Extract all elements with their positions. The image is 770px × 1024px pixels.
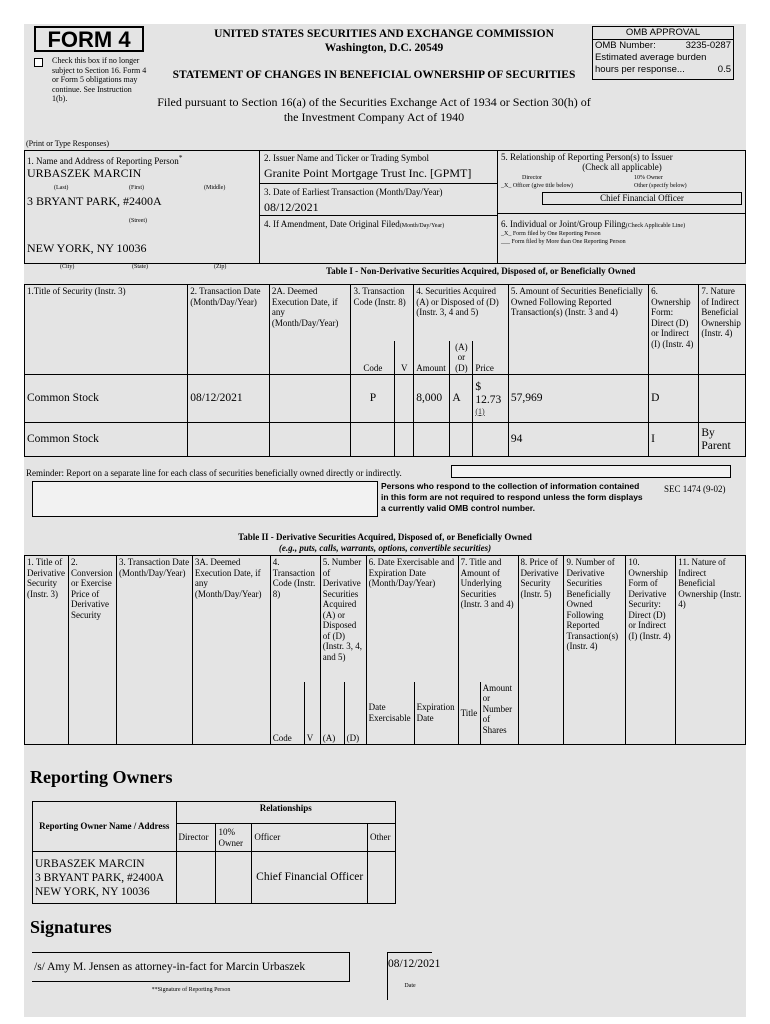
t1-header-deemed: 2A. Deemed Execution Date, if any (Month/Day/Year) xyxy=(269,285,351,375)
director-option: Director xyxy=(522,175,542,181)
label-state: (State) xyxy=(132,264,148,270)
row-1-form: D xyxy=(649,375,699,423)
row-2-amount xyxy=(414,423,450,457)
signature-date: 08/12/2021 xyxy=(388,952,432,982)
t2-header-underlying: 7. Title and Amount of Underlying Securities (Instr. 3 and 4) xyxy=(458,556,518,682)
omb-hours-label: hours per response... xyxy=(595,64,685,75)
box-3-label: 3. Date of Earliest Transaction (Month/Day/Year) xyxy=(264,187,443,197)
col-director: Director xyxy=(176,824,216,852)
t1-sub-amount: Amount xyxy=(414,341,450,375)
city-address: NEW YORK, NY 10036 xyxy=(27,241,147,255)
earliest-transaction-date: 08/12/2021 xyxy=(264,200,319,214)
owner-name: URBASZEK MARCIN xyxy=(35,857,145,870)
label-last: (Last) xyxy=(54,185,69,191)
owner-city: NEW YORK, NY 10036 xyxy=(35,885,150,898)
reporting-owners-heading: Reporting Owners xyxy=(30,767,173,787)
box-2 xyxy=(260,150,498,184)
officer-option: _X_ Officer (give title below) xyxy=(501,183,573,189)
t2-sub-expiration: Expiration Date xyxy=(414,682,458,745)
owner-street: 3 BRYANT PARK, #2400A xyxy=(35,871,165,884)
t1-header-title: 1.Title of Security (Instr. 3) xyxy=(25,285,188,375)
omb-hours: 0.5 xyxy=(717,64,731,75)
sec-title: UNITED STATES SECURITIES AND EXCHANGE COMMISSION xyxy=(214,28,554,40)
row-2-nature: By Parent xyxy=(699,423,746,457)
statement-title: STATEMENT OF CHANGES IN BENEFICIAL OWNERSHIP OF SECURITIES xyxy=(172,69,576,81)
t2-header-number: 5. Number of Derivative Securities Acquired (A) or Disposed of (D) (Instr. 3, 4, and 5) xyxy=(320,556,366,682)
signature-label: **Signature of Reporting Person xyxy=(151,987,231,993)
row-1-price xyxy=(473,375,509,423)
row-1-price-symbol: $ xyxy=(475,380,482,393)
filed-line-2: the Investment Company Act of 1940 xyxy=(283,110,465,124)
t1-sub-code: Code xyxy=(351,341,395,375)
other-option: Other (specify below) xyxy=(634,183,687,189)
form-title: FORM 4 xyxy=(34,26,144,52)
t2-sub-title: Title xyxy=(458,682,480,745)
row-2-date xyxy=(188,423,270,457)
t1-sub-aord: (A) or (D) xyxy=(450,341,473,375)
t2-header-nature: 11. Nature of Indirect Beneficial Ownership (Instr. 4) xyxy=(676,556,746,745)
owner-director xyxy=(176,852,216,904)
row-2-title: Common Stock xyxy=(25,423,188,457)
t1-sub-v: V xyxy=(395,341,414,375)
box-5-label: 5. Relationship of Reporting Person(s) to Issuer xyxy=(501,152,673,162)
t1-header-date: 2. Transaction Date (Month/Day/Year) xyxy=(188,285,270,375)
row-2-code xyxy=(351,423,395,457)
t2-header-conversion: 2. Conversion or Exercise Price of Derivative Security xyxy=(68,556,116,745)
box-6-label: 6. Individual or Joint/Group Filing(Check Applicable Line) xyxy=(501,219,686,229)
reminder-text: Reminder: Report on a separate line for each class of securities beneficially owned directly or indirectly. xyxy=(26,468,402,478)
owner-ten-percent xyxy=(216,852,252,904)
t2-header-owned: 9. Number of Derivative Securities Beneficially Owned Following Reported Transaction(s) (Instr. 4) xyxy=(564,556,626,745)
ten-percent-option: 10% Owner xyxy=(634,175,663,181)
row-2-deemed xyxy=(269,423,351,457)
col-owner-name: Reporting Owner Name / Address xyxy=(33,802,177,852)
row-1-code: P xyxy=(351,375,395,423)
omb-approval-box xyxy=(592,26,734,80)
row-1-deemed xyxy=(269,375,351,423)
issuer-name: Granite Point Mortgage Trust Inc. [GPMT] xyxy=(264,166,472,180)
label-city: (City) xyxy=(60,264,75,270)
signature-spacer xyxy=(350,952,388,1000)
omb-burden-label: Estimated average burden xyxy=(595,52,707,63)
signature-block xyxy=(32,952,441,1000)
owner-name-address xyxy=(33,852,177,904)
row-1-price-value: 12.73 xyxy=(475,393,502,406)
table-row xyxy=(25,423,746,457)
form-4-document xyxy=(24,24,746,1017)
t2-header-exercisable: 6. Date Exercisable and Expiration Date (Month/Day/Year) xyxy=(366,556,458,682)
officer-title: Chief Financial Officer xyxy=(542,192,742,205)
date-label: Date xyxy=(404,983,416,989)
signature-value: /s/ Amy M. Jensen as attorney-in-fact for Marcin Urbaszek xyxy=(32,952,350,982)
row-2-aord xyxy=(450,423,473,457)
t1-header-nature: 7. Nature of Indirect Beneficial Ownership (Instr. 4) xyxy=(699,285,746,375)
box-5-sub: (Check all applicable) xyxy=(582,162,662,172)
table-row xyxy=(25,375,746,423)
box-3 xyxy=(260,184,498,216)
t1-sub-price: Price xyxy=(473,341,509,375)
t2-sub-d: (D) xyxy=(344,682,366,745)
row-1-aord: A xyxy=(450,375,473,423)
omb-number: 3235-0287 xyxy=(685,40,731,51)
box-1-label: 1. Name and Address of Reporting Person* xyxy=(27,153,183,166)
sec-code: SEC 1474 (9-02) xyxy=(664,484,726,494)
t2-header-deemed: 3A. Deemed Execution Date, if any (Month/Day/Year) xyxy=(192,556,270,745)
row-1-owned: 57,969 xyxy=(508,375,648,423)
label-first: (First) xyxy=(129,185,144,191)
row-2-form: I xyxy=(649,423,699,457)
persons-notice: Persons who respond to the collection of information contained in this form are not required to respond unless the form displays a currently valid OMB control number. xyxy=(381,481,643,513)
row-1-date: 08/12/2021 xyxy=(188,375,270,423)
table-row xyxy=(33,852,396,904)
t2-header-date: 3. Transaction Date (Month/Day/Year) xyxy=(116,556,192,745)
omb-title: OMB APPROVAL xyxy=(593,27,733,40)
box-5 xyxy=(498,150,746,214)
footnote-1-link[interactable]: (1) xyxy=(475,406,485,416)
col-relationships: Relationships xyxy=(176,802,396,824)
filed-line-1: Filed pursuant to Section 16(a) of the Securities Exchange Act of 1934 or Section 30(h) of xyxy=(157,95,591,109)
box-4-label: 4. If Amendment, Date Original Filed(Month/Day/Year) xyxy=(264,219,445,229)
street-address: 3 BRYANT PARK, #2400A xyxy=(27,194,162,208)
t2-header-code: 4. Transaction Code (Instr. 8) xyxy=(270,556,320,682)
blank-box xyxy=(32,481,378,517)
t2-header-title: 1. Title of Derivative Security (Instr. 3) xyxy=(25,556,69,745)
owner-officer: Chief Financial Officer xyxy=(252,852,368,904)
table-2-title: Table II - Derivative Securities Acquired, Disposed of, or Beneficially Owned xyxy=(238,532,532,542)
row-1-nature xyxy=(699,375,746,423)
filing-option-two: ___ Form filed by More than One Reporting Person xyxy=(501,239,626,245)
box-2-label: 2. Issuer Name and Ticker or Trading Symbol xyxy=(264,153,429,163)
table-2 xyxy=(24,555,746,745)
print-type-note: (Print or Type Responses) xyxy=(26,139,110,148)
t2-sub-code: Code xyxy=(270,682,304,745)
table-1-title: Table I - Non-Derivative Securities Acquired, Disposed of, or Beneficially Owned xyxy=(326,266,636,276)
t1-header-form: 6. Ownership Form: Direct (D) or Indirect (I) (Instr. 4) xyxy=(649,285,699,375)
row-1-title: Common Stock xyxy=(25,375,188,423)
t1-header-code: 3. Transaction Code (Instr. 8) xyxy=(351,285,414,341)
t1-header-owned: 5. Amount of Securities Beneficially Owned Following Reported Transaction(s) (Instr. 3 and 4) xyxy=(508,285,648,375)
box-4 xyxy=(260,216,498,264)
table-2-subtitle: (e.g., puts, calls, warrants, options, convertible securities) xyxy=(278,543,492,553)
reminder-field xyxy=(451,465,731,478)
box-1 xyxy=(24,150,260,264)
omb-number-label: OMB Number: xyxy=(595,40,656,51)
col-ten-percent: 10% Owner xyxy=(216,824,252,852)
t2-sub-v: V xyxy=(304,682,320,745)
col-officer: Officer xyxy=(252,824,368,852)
row-2-owned: 94 xyxy=(508,423,648,457)
t2-sub-a: (A) xyxy=(320,682,344,745)
row-2-v xyxy=(395,423,414,457)
sec-city: Washington, D.C. 20549 xyxy=(324,42,444,54)
signatures-heading: Signatures xyxy=(30,917,112,937)
owner-other xyxy=(367,852,395,904)
filing-option-one: _X_ Form filed by One Reporting Person xyxy=(501,231,601,237)
box-6 xyxy=(498,214,746,264)
label-street: (Street) xyxy=(129,218,147,224)
label-middle: (Middle) xyxy=(204,185,226,191)
row-1-v xyxy=(395,375,414,423)
table-1 xyxy=(24,284,746,457)
t1-header-securities: 4. Securities Acquired (A) or Disposed of (D) (Instr. 3, 4 and 5) xyxy=(414,285,509,341)
reporting-owners-table xyxy=(32,801,396,904)
reporting-person-name: URBASZEK MARCIN xyxy=(27,166,142,180)
t2-header-form: 10. Ownership Form of Derivative Security: Direct (D) or Indirect (I) (Instr. 4) xyxy=(626,556,676,745)
t2-header-price: 8. Price of Derivative Security (Instr. 5) xyxy=(518,556,564,745)
row-1-amount: 8,000 xyxy=(414,375,450,423)
t2-sub-exercisable: Date Exercisable xyxy=(366,682,414,745)
col-other: Other xyxy=(367,824,395,852)
no-longer-subject-checkbox[interactable] xyxy=(34,58,43,67)
label-zip: (Zip) xyxy=(214,264,227,270)
t2-sub-amount: Amount or Number of Shares xyxy=(480,682,518,745)
checkbox-text: Check this box if no longer subject to Section 16. Form 4 or Form 5 obligations may continue. See Instruction 1(b). xyxy=(52,56,147,103)
row-2-price xyxy=(473,423,509,457)
